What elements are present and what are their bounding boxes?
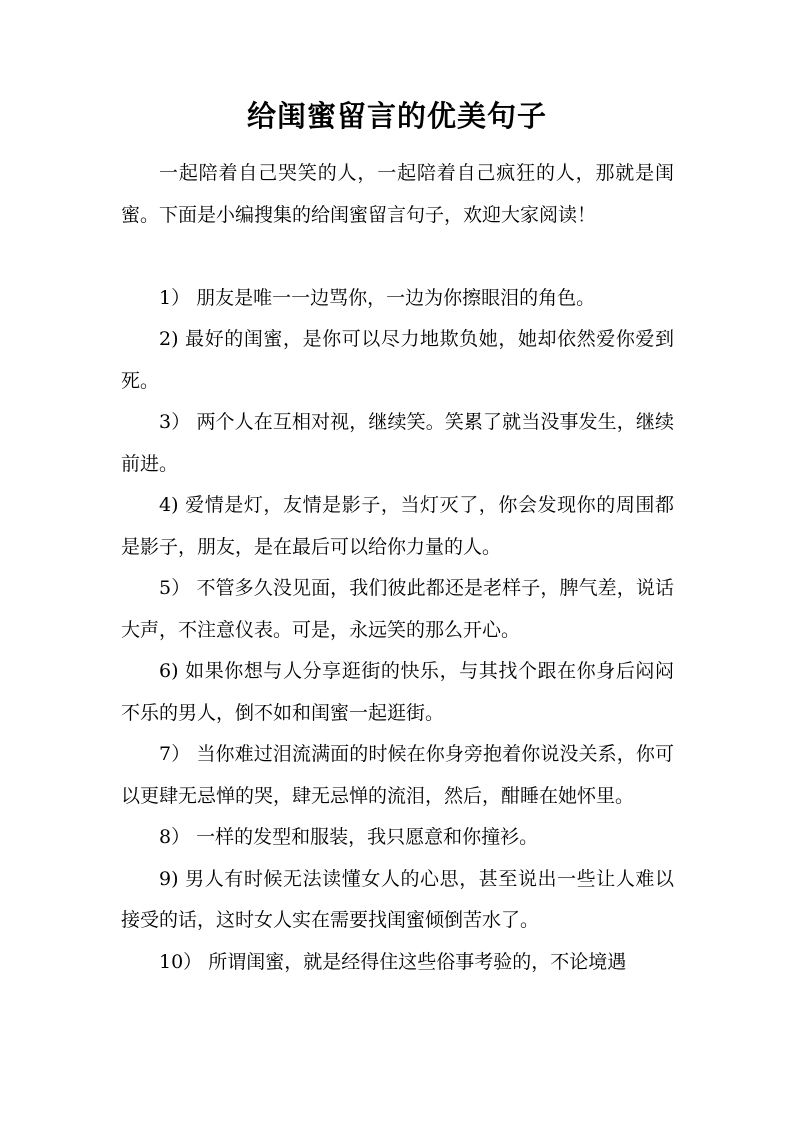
document-title: 给闺蜜留言的优美句子 <box>246 99 547 133</box>
intro-paragraph: 一起陪着自己哭笑的人，一起陪着自己疯狂的人，那就是闺蜜。下面是小编搜集的给闺蜜留言句子，欢迎大家阅读！ <box>121 162 674 226</box>
list-item: 4) 爱情是灯，友情是影子，当灯灭了，你会发现你的周围都是影子，朋友，是在最后可以给你力量的人。 <box>121 494 674 558</box>
list-item: 9) 男人有时候无法读懂女人的心思，甚至说出一些让人难以接受的话，这时女人实在需要找闺蜜倾倒苦水了。 <box>121 867 674 931</box>
list-item: 3） 两个人在互相对视，继续笑。笑累了就当没事发生，继续前进。 <box>121 411 674 475</box>
list-item: 7） 当你难过泪流满面的时候在你身旁抱着你说没关系，你可以更肆无忌惮的哭，肆无忌惮的流泪，然后，酣睡在她怀里。 <box>121 743 674 807</box>
list-item: 6) 如果你想与人分享逛街的快乐，与其找个跟在你身后闷闷不乐的男人，倒不如和闺蜜一起逛街。 <box>121 660 674 724</box>
list-item: 8） 一样的发型和服装，我只愿意和你撞衫。 <box>159 826 539 848</box>
list-item: 10） 所谓闺蜜，就是经得住这些俗事考验的，不论境遇 <box>159 950 627 973</box>
list-item: 1） 朋友是唯一一边骂你，一边为你擦眼泪的角色。 <box>159 286 596 309</box>
list-item: 2) 最好的闺蜜，是你可以尽力地欺负她，她却依然爱你爱到死。 <box>121 328 674 392</box>
document-body <box>121 153 674 983</box>
list-item: 5） 不管多久没见面，我们彼此都还是老样子，脾气差，说话大声，不注意仪表。可是，永远笑的那么开心。 <box>121 577 674 641</box>
